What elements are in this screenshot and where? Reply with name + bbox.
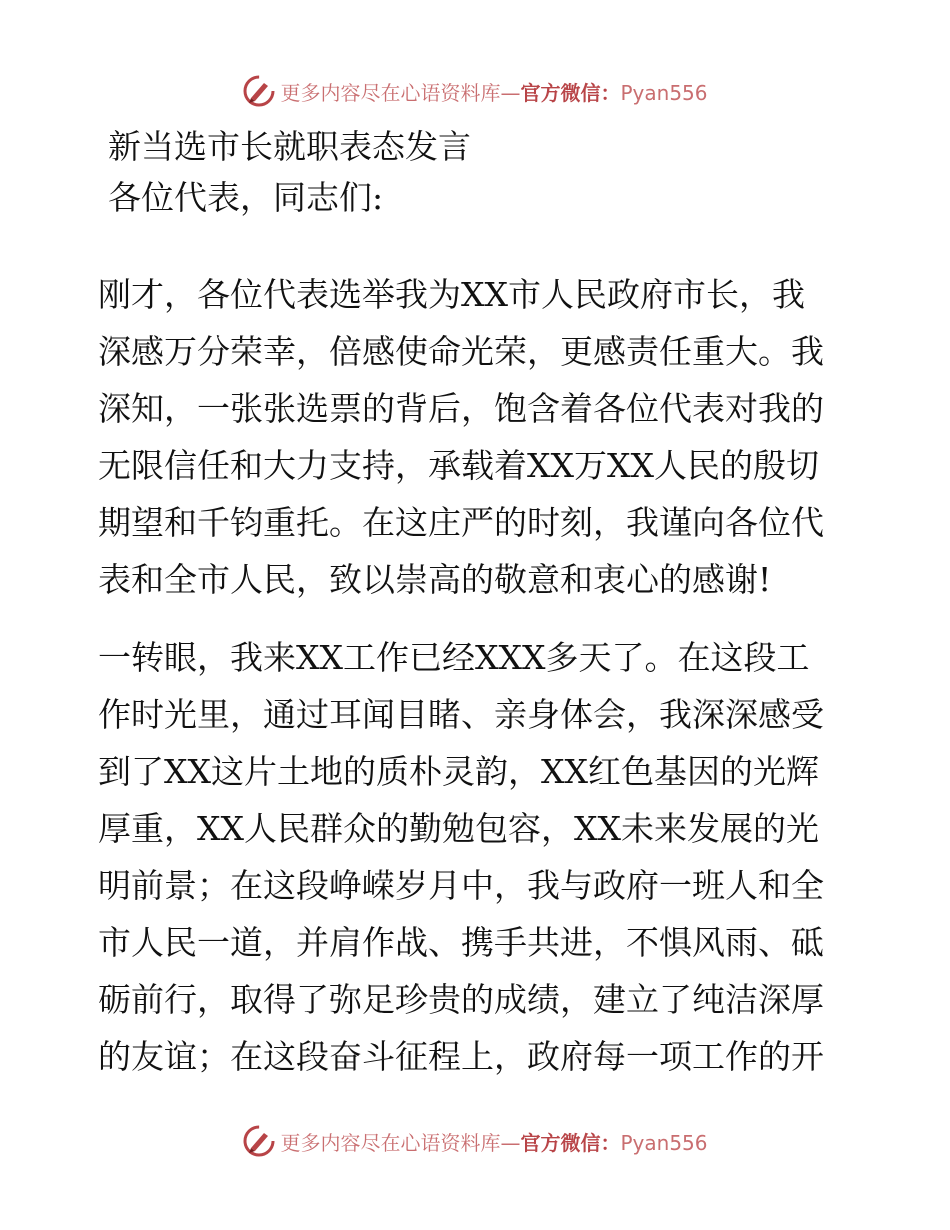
paragraph-1-line-4: 无限信任和大力支持，承载着XX万XX人民的殷切 xyxy=(98,446,819,485)
salutation: 各位代表，同志们: xyxy=(108,178,384,217)
paragraph-2-line-8: 的友谊；在这段奋斗征程上，政府每一项工作的开 xyxy=(98,1037,824,1076)
paragraph-2-line-3: 到了XX这片土地的质朴灵韵，XX红色基因的光辉 xyxy=(98,752,819,791)
document-title: 新当选市长就职表态发言 xyxy=(108,127,471,166)
header-watermark xyxy=(0,71,950,111)
watermark-accent: 官方微信： xyxy=(520,1130,621,1155)
paragraph-2-line-4: 厚重，XX人民群众的勤勉包容，XX未来发展的光 xyxy=(98,809,819,848)
paragraph-1-line-5: 期望和千钧重托。在这庄严的时刻，我谨向各位代 xyxy=(98,503,824,542)
paragraph-1-line-3: 深知，一张张选票的背后，饱含着各位代表对我的 xyxy=(98,389,824,428)
paragraph-1-line-2: 深感万分荣幸，倍感使命光荣，更感责任重大。我 xyxy=(98,332,824,371)
footer-watermark xyxy=(0,1121,950,1161)
pen-logo-icon xyxy=(242,74,276,108)
paragraph-1-line-1: 刚才，各位代表选举我为XX市人民政府市长，我 xyxy=(98,275,805,314)
paragraph-2-line-5: 明前景；在这段峥嵘岁月中，我与政府一班人和全 xyxy=(98,866,824,905)
paragraph-2-line-6: 市人民一道，并肩作战、携手共进，不惧风雨、砥 xyxy=(98,923,824,962)
watermark-handle: Pyan556 xyxy=(620,80,708,105)
paragraph-2-line-7: 砺前行，取得了弥足珍贵的成绩，建立了纯洁深厚 xyxy=(98,980,824,1019)
watermark-accent: 官方微信： xyxy=(520,80,621,105)
pen-logo-icon xyxy=(242,1124,276,1158)
paragraph-2-line-1: 一转眼，我来XX工作已经XXX多天了。在这段工 xyxy=(98,638,810,677)
paragraph-2-line-2: 作时光里，通过耳闻目睹、亲身体会，我深深感受 xyxy=(98,695,824,734)
paragraph-1-line-6: 表和全市人民，致以崇高的敬意和衷心的感谢! xyxy=(98,560,772,599)
watermark-text: 更多内容尽在心语资料库— xyxy=(280,1130,521,1155)
watermark-text: 更多内容尽在心语资料库— xyxy=(280,80,521,105)
watermark-handle: Pyan556 xyxy=(620,1130,708,1155)
